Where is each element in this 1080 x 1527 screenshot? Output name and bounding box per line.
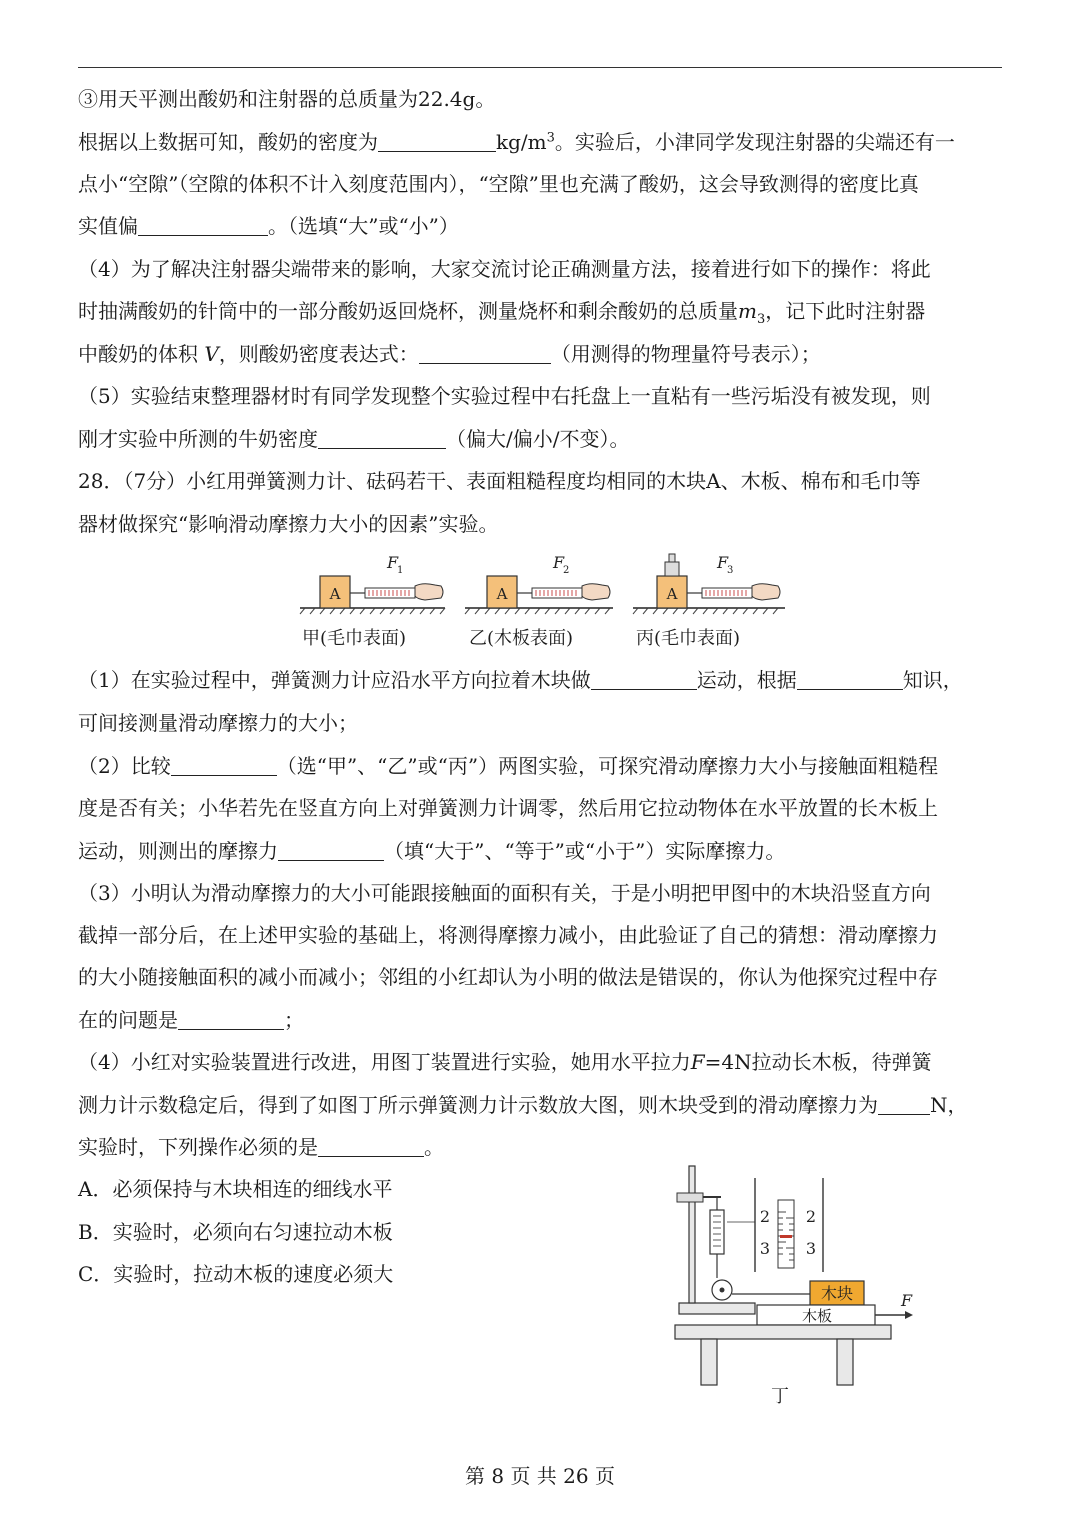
stand-rod xyxy=(689,1166,695,1303)
svg-text:3: 3 xyxy=(727,565,734,576)
answer-blank-friction-value[interactable] xyxy=(878,1092,930,1115)
line-16: 运动，则测出的摩擦力 （填“大于”、“等于”或“小于”）实际摩擦力。 xyxy=(78,839,786,863)
svg-text:F: F xyxy=(553,553,565,572)
answer-blank-expression[interactable] xyxy=(419,341,551,364)
svg-text:A: A xyxy=(496,585,508,603)
clamp xyxy=(677,1193,703,1202)
line-1: ③用天平测出酸奶和注射器的总质量为22.4g。 xyxy=(78,87,496,111)
figure-ding-apparatus xyxy=(665,1160,925,1405)
answer-blank-knowledge[interactable] xyxy=(797,667,903,690)
answer-blank-motion[interactable] xyxy=(591,667,697,690)
line-6: 时抽满酸奶的针筒中的一部分酸奶返回烧杯，测量烧杯和剩余酸奶的总质量$m_3$，记下此时注射器 xyxy=(78,299,926,327)
line-20: 在的问题是 ； xyxy=(78,1008,304,1032)
answer-blank-density[interactable] xyxy=(378,129,496,152)
setup-jia xyxy=(300,553,445,614)
hand-3 xyxy=(752,584,780,600)
page-footer: 第 8 页 共 26 页 xyxy=(465,1464,615,1488)
caption-ding: 丁 xyxy=(771,1386,789,1407)
spring-scale-2 xyxy=(532,588,582,598)
line-13: 可间接测量滑动摩擦力的大小； xyxy=(78,711,358,735)
stand-base xyxy=(679,1303,755,1314)
svg-text:A: A xyxy=(329,585,341,603)
line-2: 根据以上数据可知，酸奶的密度为 $kg/m^3$。实验后，小津同学发现注射器的尖端还有一 xyxy=(78,130,955,154)
line-9: 刚才实验中所测的牛奶密度 （偏大/偏小/不变）。 xyxy=(78,427,630,451)
svg-text:2: 2 xyxy=(759,1207,771,1226)
table-top xyxy=(675,1325,891,1339)
line-5: （4）为了解决注射器尖端带来的影响，大家交流讨论正确测量方法，接着进行如下的操作：将此 xyxy=(78,257,931,281)
line-19: 的大小随接触面积的减小而减小；邻组的小红却认为小明的做法是错误的，你认为他探究过程中存 xyxy=(78,965,938,989)
header-rule xyxy=(78,67,1002,68)
line-7: 中酸奶的体积 V，则酸奶密度表达式： （用测得的物理量符号表示）； xyxy=(78,342,821,366)
caption-bing: 丙(毛巾表面) xyxy=(636,628,741,649)
setup-bing xyxy=(633,553,785,614)
line-23: 实验时，下列操作必须的是 。 xyxy=(78,1135,444,1159)
option-a: A．必须保持与木块相连的细线水平 xyxy=(78,1177,393,1201)
line-12: （1）在实验过程中，弹簧测力计应沿水平方向拉着木块做 运动，根据 知识， xyxy=(78,668,963,692)
svg-text:A: A xyxy=(666,585,678,603)
weight xyxy=(665,562,679,576)
option-c: C．实验时，拉动木板的速度必须大 xyxy=(78,1262,394,1286)
svg-text:3: 3 xyxy=(759,1239,771,1258)
friction-setups-figure xyxy=(295,548,795,618)
svg-text:2: 2 xyxy=(563,565,570,576)
spring-scale-1 xyxy=(365,588,415,598)
line-8: （5）实验结束整理器材时有同学发现整个实验过程中右托盘上一直粘有一些污垢没有被发现，则 xyxy=(78,384,931,408)
line-15: 度是否有关；小华若先在竖直方向上对弹簧测力计调零，然后用它拉动物体在水平放置的长木板上 xyxy=(78,796,938,820)
table-leg-right xyxy=(837,1339,853,1385)
option-b: B．实验时，必须向右匀速拉动木板 xyxy=(78,1220,393,1244)
svg-text:1: 1 xyxy=(397,565,404,576)
vertical-spring-scale xyxy=(710,1210,724,1254)
pointer xyxy=(780,1235,792,1238)
svg-text:F: F xyxy=(717,553,729,572)
svg-text:F: F xyxy=(387,553,399,572)
answer-blank-choice[interactable] xyxy=(318,1134,424,1157)
spring-scale-3 xyxy=(702,588,752,598)
answer-blank-compare[interactable] xyxy=(171,753,277,776)
line-21: （4）小红对实验装置进行改进，用图丁装置进行实验，她用水平拉力F=4N拉动长木板，待弹簧 xyxy=(78,1050,932,1074)
line-17: （3）小明认为滑动摩擦力的大小可能跟接触面的面积有关，于是小明把甲图中的木块沿竖直方向 xyxy=(78,881,931,905)
line-10: 28．（7分）小红用弹簧测力计、砝码若干、表面粗糙程度均相同的木块A、木板、棉布和毛巾等 xyxy=(78,469,921,493)
line-3: 点小“空隙”（空隙的体积不计入刻度范围内），“空隙”里也充满了酸奶，这会导致测得的密度比真 xyxy=(78,172,919,196)
svg-text:木板: 木板 xyxy=(801,1307,833,1325)
line-14: （2）比较 （选“甲”、“乙”或“丙”）两图实验，可探究滑动摩擦力大小与接触面粗糙程 xyxy=(78,754,939,778)
svg-text:F: F xyxy=(901,1291,913,1310)
answer-blank-milk-density[interactable] xyxy=(318,426,446,449)
line-22: 测力计示数稳定后，得到了如图丁所示弹簧测力计示数放大图，则木块受到的滑动摩擦力为 N， xyxy=(78,1093,968,1117)
table-leg-left xyxy=(701,1339,717,1385)
line-4: 实值偏 。（选填“大”或“小”） xyxy=(78,214,459,238)
answer-blank-bias[interactable] xyxy=(138,213,268,236)
answer-blank-friction-compare[interactable] xyxy=(278,838,384,861)
answer-blank-problem[interactable] xyxy=(178,1007,284,1030)
line-18: 截掉一部分后，在上述甲实验的基础上，将测得摩擦力减小，由此验证了自己的猜想：滑动摩擦力 xyxy=(78,923,938,947)
hand-1 xyxy=(415,584,443,600)
magnified-scale xyxy=(778,1200,794,1268)
svg-text:木块: 木块 xyxy=(820,1284,854,1303)
setup-yi xyxy=(465,553,613,614)
line-11: 器材做探究“影响滑动摩擦力大小的因素”实验。 xyxy=(78,512,499,536)
hand-2 xyxy=(582,584,610,600)
caption-yi: 乙(木板表面) xyxy=(469,628,574,649)
caption-jia: 甲(毛巾表面) xyxy=(302,628,407,649)
svg-text:2: 2 xyxy=(805,1207,817,1226)
svg-text:3: 3 xyxy=(805,1239,817,1258)
